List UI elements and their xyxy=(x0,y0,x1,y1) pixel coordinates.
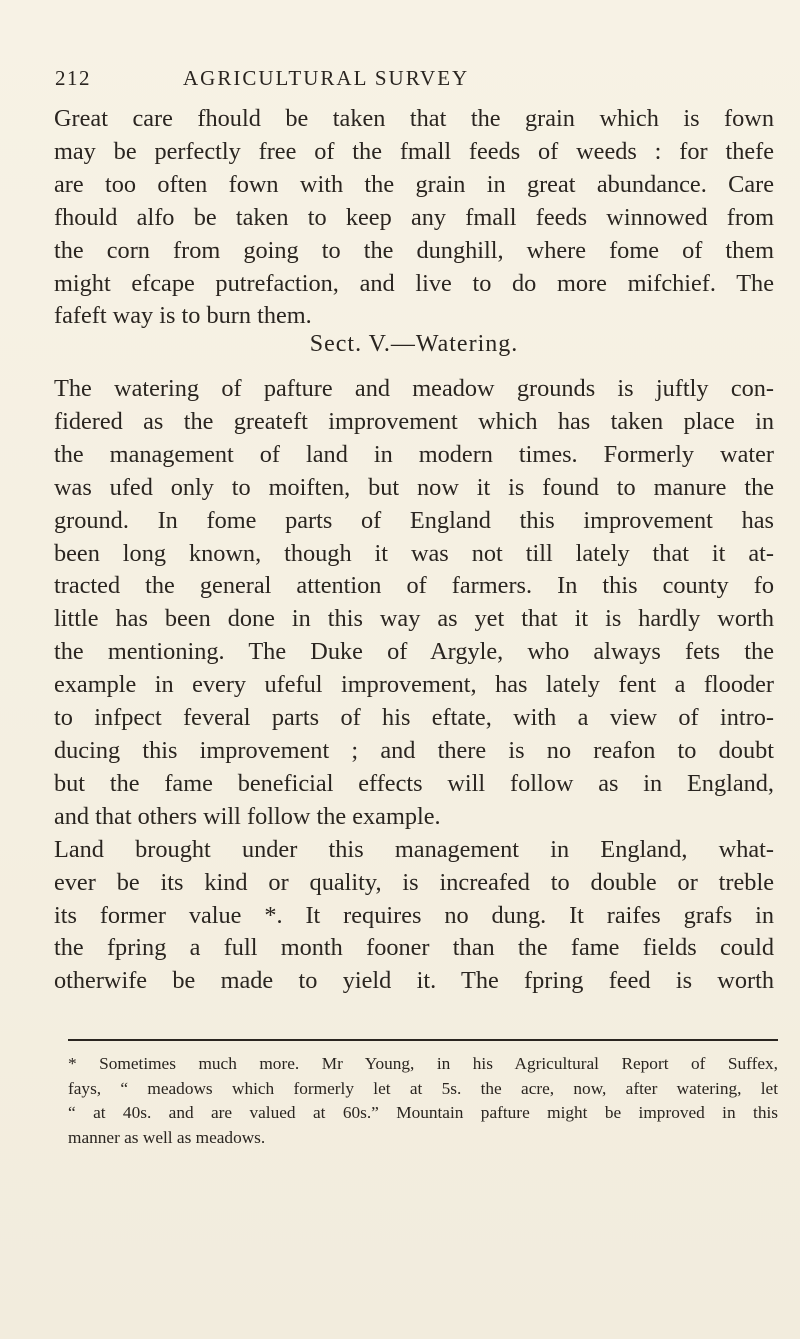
page-number: 212 xyxy=(55,66,91,90)
paragraph-management xyxy=(54,834,774,999)
section-heading: Sect. V.—Watering. xyxy=(309,331,519,357)
text-line: tracted the general attention of farmers. In this county fo xyxy=(54,572,774,600)
text-line: ever be its kind or quality, is increafed to double or treble xyxy=(54,868,774,896)
text-line: fhould alfo be taken to keep any fmall feeds winnowed from xyxy=(54,203,774,231)
body-text-watering xyxy=(54,373,774,998)
text-line: The watering of pafture and meadow grounds is juftly con- xyxy=(54,375,774,402)
text-line: little has been done in this way as yet that it is hardly worth xyxy=(54,605,774,633)
text-line: * Sometimes much more. Mr Young, in his Agricultural Report of Suffex, xyxy=(68,1054,778,1073)
text-line: the mentioning. The Duke of Argyle, who always fets the xyxy=(54,638,774,666)
text-line: Great care fhould be taken that the grain which is fown xyxy=(54,105,774,132)
text-line: otherwife be made to yield it. The fpring feed is worth xyxy=(54,967,774,995)
text-line: the fpring a full month fooner than the fame fields could xyxy=(54,934,774,962)
text-line: might efcape putrefaction, and live to do more mifchief. The xyxy=(54,269,774,297)
text-line: its former value *. It requires no dung. It raifes grafs in xyxy=(54,901,774,929)
text-line: to infpect feveral parts of his eftate, with a view of intro- xyxy=(54,704,774,732)
footnote xyxy=(68,1052,778,1150)
footnote-rule xyxy=(68,1039,778,1041)
body-text xyxy=(54,103,774,333)
text-line: was ufed only to moiften, but now it is found to manure the xyxy=(54,473,774,501)
paragraph-weeds xyxy=(54,103,774,333)
text-line: been long known, though it was not till lately that it at- xyxy=(54,539,774,567)
text-line: and that others will follow the example. xyxy=(54,802,441,830)
text-line: “ at 40s. and are valued at 60s.” Mountain pafture might be improved in this xyxy=(68,1103,778,1122)
text-line: are too often fown with the grain in great abundance. Care xyxy=(54,170,774,198)
running-head xyxy=(55,66,755,96)
text-line: manner as well as meadows. xyxy=(68,1127,266,1147)
text-line: fays, “ meadows which formerly let at 5s. the acre, now, after watering, let xyxy=(68,1078,778,1098)
text-line: fidered as the greateft improvement which has taken place in xyxy=(54,407,774,435)
text-line: example in every ufeful improvement, has lately fent a flooder xyxy=(54,671,774,699)
text-line: the management of land in modern times. Formerly water xyxy=(54,440,774,468)
paragraph-watering xyxy=(54,373,774,834)
text-line: may be perfectly free of the fmall feeds of weeds : for thefe xyxy=(54,137,774,165)
text-line: ground. In fome parts of England this improvement has xyxy=(54,506,774,534)
text-line: fafeft way is to burn them. xyxy=(54,302,312,330)
text-line: Land brought under this management in England, what- xyxy=(54,835,774,863)
text-line: the corn from going to the dunghill, where fome of them xyxy=(54,236,774,264)
running-title: AGRICULTURAL SURVEY xyxy=(183,66,470,90)
text-line: but the fame beneficial effects will follow as in England, xyxy=(54,769,774,797)
text-line: ducing this improvement ; and there is no reafon to doubt xyxy=(54,736,774,764)
